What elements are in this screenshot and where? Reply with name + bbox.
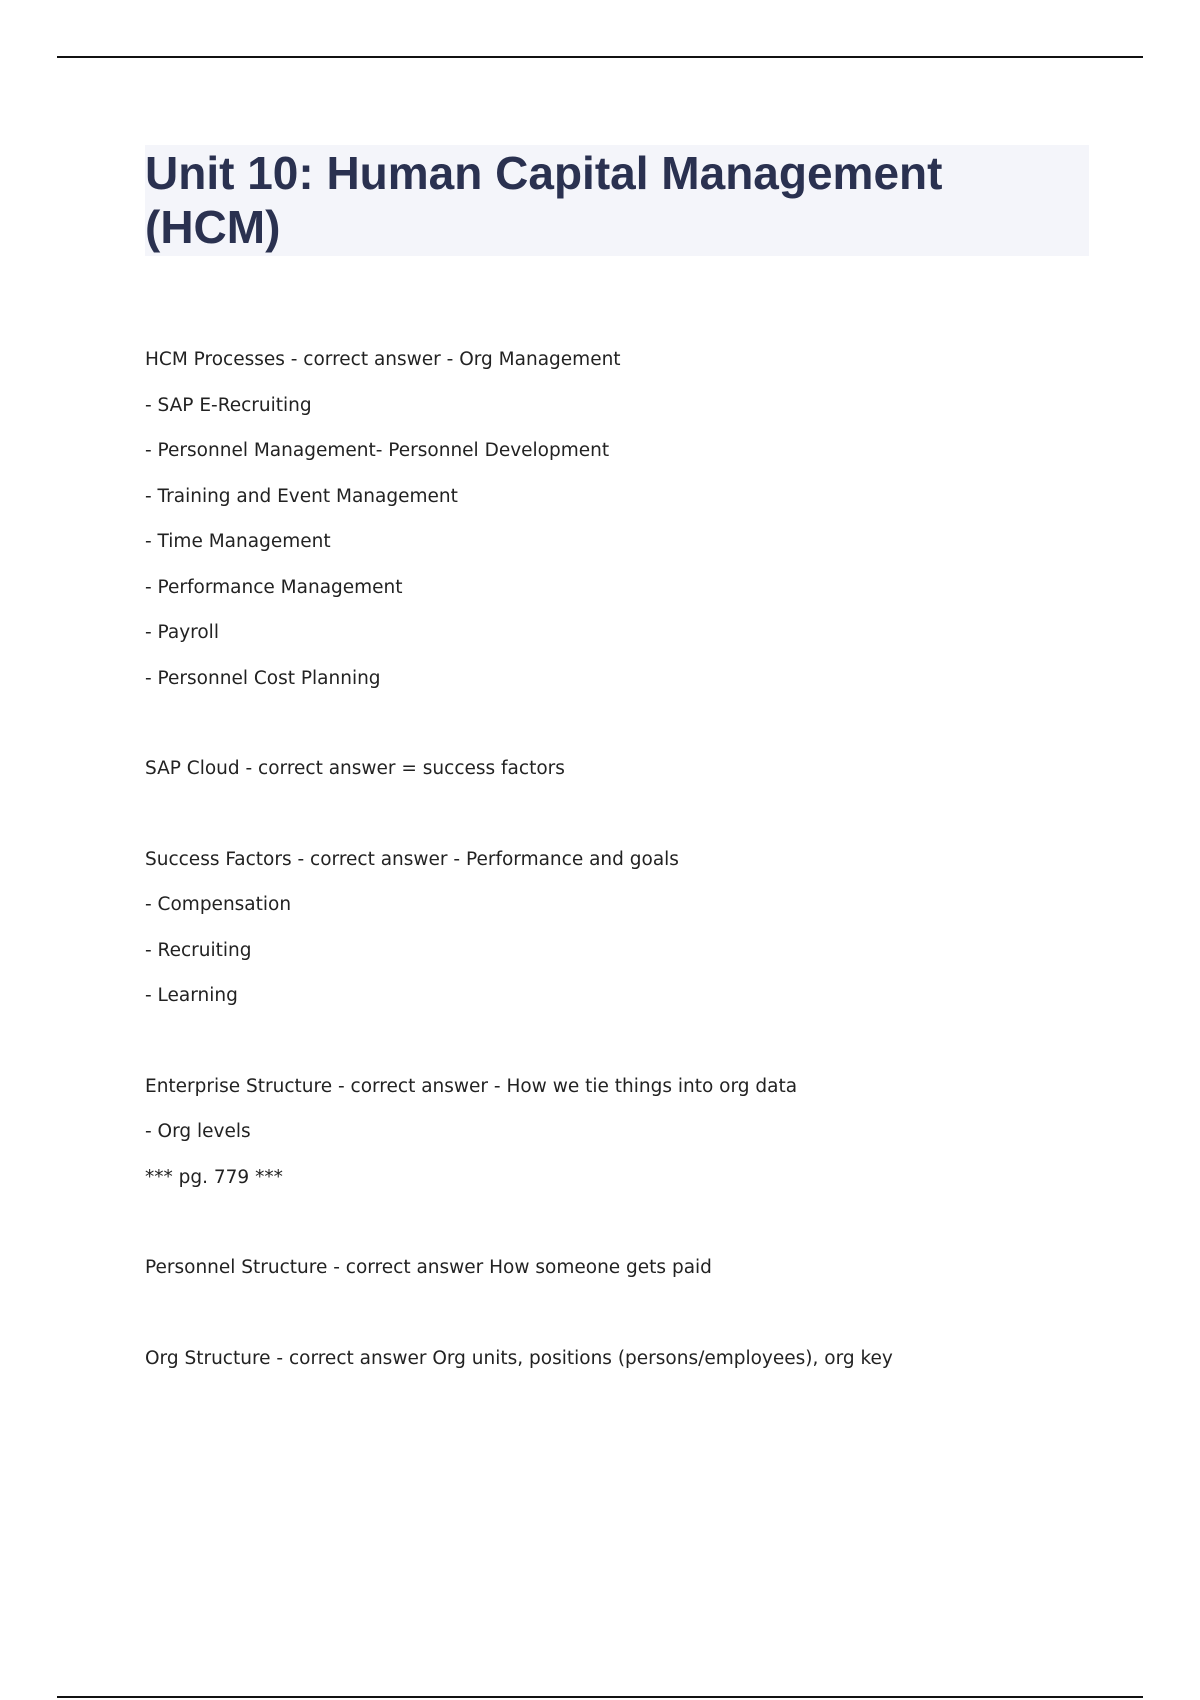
qa-line: *** pg. 779 *** xyxy=(145,1166,283,1188)
qa-line: - Compensation xyxy=(145,894,292,915)
qa-line: Personnel Structure - correct answer How someone gets paid xyxy=(145,1257,712,1278)
top-rule xyxy=(57,56,1143,58)
qa-item-hcm-processes xyxy=(145,345,1095,709)
page-title: Unit 10: Human Capital Management (HCM) xyxy=(145,147,943,253)
qa-line: - Recruiting xyxy=(145,939,252,961)
qa-line: - Personnel Management- Personnel Development xyxy=(145,440,610,461)
qa-line: - Learning xyxy=(145,985,238,1006)
qa-item-enterprise-structure xyxy=(145,1072,1095,1209)
qa-line: - Performance Management xyxy=(145,576,403,598)
qa-item-sap-cloud xyxy=(145,754,1095,800)
qa-item-success-factors xyxy=(145,845,1095,1027)
qa-line: - Time Management xyxy=(145,531,331,552)
qa-item-org-structure xyxy=(145,1344,1095,1390)
qa-item-personnel-structure xyxy=(145,1253,1095,1299)
qa-line: - Training and Event Management xyxy=(145,485,458,507)
bottom-rule xyxy=(57,1696,1143,1698)
qa-line: Org Structure - correct answer Org units, positions (persons/employees), org key xyxy=(145,1347,893,1369)
qa-line: Success Factors - correct answer - Performance and goals xyxy=(145,848,679,870)
qa-line: - Payroll xyxy=(145,622,219,643)
qa-line: SAP Cloud - correct answer = success factors xyxy=(145,758,565,779)
qa-line: Enterprise Structure - correct answer - How we tie things into org data xyxy=(145,1075,798,1097)
qa-line: - Personnel Cost Planning xyxy=(145,667,381,689)
qa-line: HCM Processes - correct answer - Org Management xyxy=(145,349,621,370)
qa-line: - Org levels xyxy=(145,1121,251,1142)
document-body xyxy=(145,345,1095,1434)
qa-line: - SAP E-Recruiting xyxy=(145,394,312,416)
